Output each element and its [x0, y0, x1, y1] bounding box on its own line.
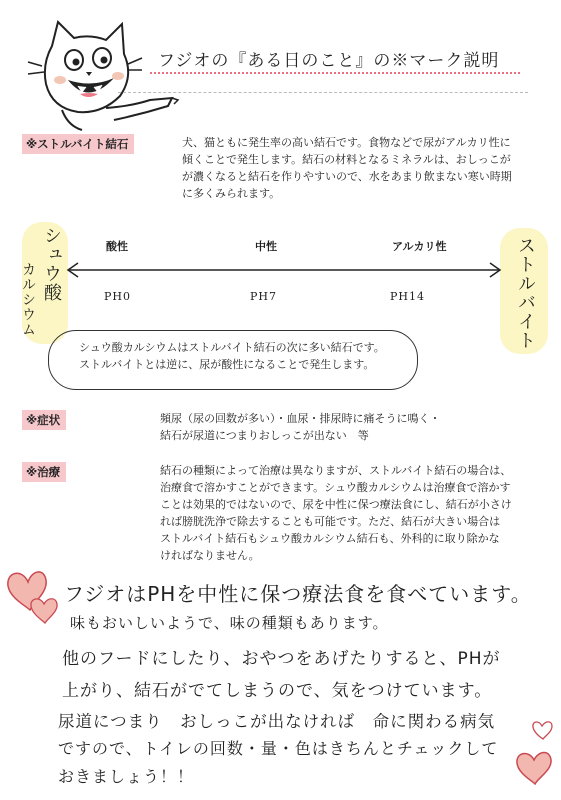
symptoms-line: 結石が尿道につまりおしっこが出ない 等 — [160, 429, 369, 442]
handwritten-line-4: 上がり、結石がでてしまうので、気をつけています。 — [62, 681, 493, 701]
symptoms-description — [160, 410, 540, 444]
ph0-label: PH0 — [104, 290, 131, 303]
struvite-line: が濃くなると結石を作りやすいので、水をあまり飲まない寒い時期 — [182, 170, 512, 183]
struvite-description — [182, 134, 542, 202]
oxalate-vertical-label: シュウ酸 — [41, 226, 62, 302]
treatment-label: ※治療 — [22, 462, 66, 482]
calcium-vertical-label: カルシウム — [20, 262, 36, 337]
ph7-label: PH7 — [250, 290, 277, 303]
handwritten-line-2: 味もおいしいようで、味の種類もあります。 — [70, 614, 389, 632]
heart-outline-icon — [530, 718, 556, 744]
neutral-label: 中性 — [255, 240, 277, 253]
struvite-label: ※ストルバイト結石 — [22, 134, 134, 154]
struvite-line: に多くみられます。 — [182, 187, 281, 200]
alkaline-label: アルカリ性 — [392, 240, 447, 253]
heart-icon — [28, 594, 62, 628]
struvite-line: 傾くことで発生します。結石の材料となるミネラルは、おしっこが — [182, 153, 511, 166]
symptoms-line: 頻尿（尿の回数が多い）・血尿・排尿時に痛そうに鳴く・ — [160, 412, 441, 425]
treatment-line: ことは効果的ではないので、尿を中性に保つ療法食にし、結石が小さけ — [160, 498, 512, 511]
treatment-line: れば膀胱洗浄で除去することも可能です。ただ、結石が大きい場合は — [160, 515, 501, 528]
struvite-line: 犬、猫ともに発生率の高い結石です。食物などで尿がアルカリ性に — [182, 136, 511, 149]
title-underline — [150, 72, 520, 74]
treatment-line: ストルバイト結石もシュウ酸カルシウム結石も、外科的に取り除かな — [160, 532, 500, 545]
handwritten-line-7: おきましょう！！ — [58, 767, 195, 786]
ph14-label: PH14 — [390, 290, 425, 303]
oxalate-line: シュウ酸カルシウムはストルバイト結石の次に多い結石です。 — [79, 341, 385, 354]
handwritten-line-1: フジオはPHを中性に保つ療法食を食べています。 — [64, 582, 532, 606]
oxalate-callout — [48, 330, 418, 390]
handwritten-line-3: 他のフードにしたり、おやつをあげたりすると、PHが — [62, 649, 501, 669]
treatment-line: 結石の種類によって治療は異なりますが、ストルバイト結石の場合は、 — [160, 464, 512, 477]
heart-icon — [514, 748, 556, 794]
handwritten-line-5: 尿道につまり おしっこが出なければ 命に関わる病気 — [58, 712, 496, 731]
oxalate-line: ストルバイトとは逆に、尿が酸性になることで発生します。 — [79, 358, 375, 371]
treatment-line: 治療食で溶かすことができます。シュウ酸カルシウムは治療食で溶かす — [160, 481, 511, 494]
title-underline-dashes — [118, 92, 528, 93]
page-title: フジオの『ある日のこと』の※マーク説明 — [158, 51, 500, 71]
treatment-description — [160, 462, 545, 564]
symptoms-label: ※症状 — [22, 410, 66, 430]
acid-label: 酸性 — [106, 240, 128, 253]
treatment-line: ければなりません。 — [160, 549, 260, 562]
ph-scale-arrow — [64, 260, 504, 280]
cat-mascot-illustration — [22, 14, 182, 134]
struvite-vertical-label: ストルバイト — [515, 236, 536, 350]
handwritten-line-6: ですので、トイレの回数・量・色はきちんとチェックして — [58, 739, 499, 758]
